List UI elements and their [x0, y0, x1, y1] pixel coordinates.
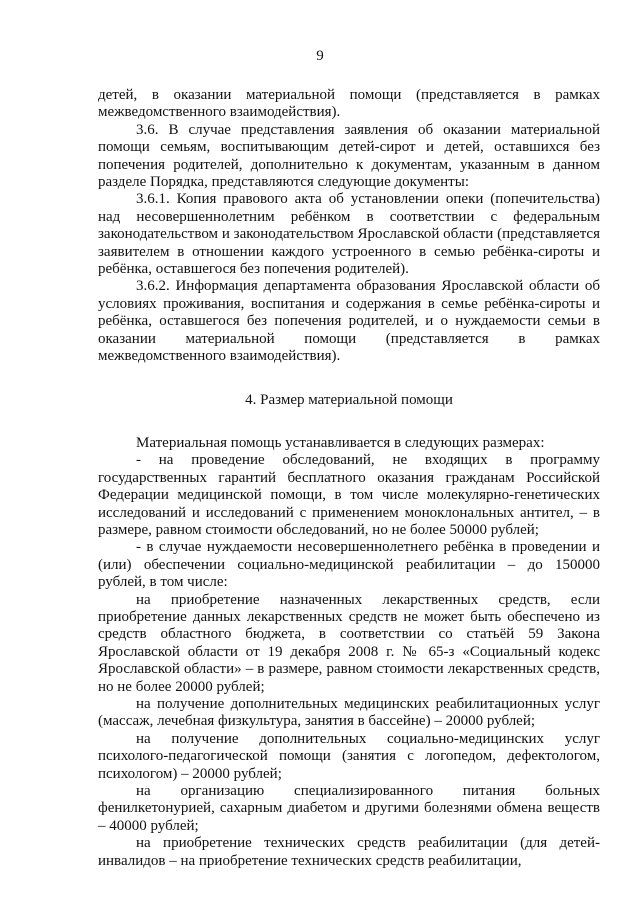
- list-item-technical-means: на приобретение технических средств реабилитации (для детей-инвалидов – на приобретение технических средств реабилитации,: [98, 835, 600, 869]
- list-item-psychological-help: на получение дополнительных социально-медицинских услуг психолого-педагогической помощи (занятия с логопедом, дефектологом, психологом) – 20000 рублей;: [98, 730, 600, 782]
- paragraph-3-6-1: 3.6.1. Копия правового акта об установлении опеки (попечительства) над несовершеннолетним ребёнком в соответствии с федеральным законодательством и законодательством Ярославской области (представляется заявителем в отношении каждого устроенного в семью ребёнка-сироты и ребёнка, оставшегося без попечения родителей).: [98, 191, 600, 278]
- list-item-special-nutrition: на организацию специализированного питания больных фенилкетонурией, сахарным диабетом и другими болезнями обмена веществ – 40000 рублей;: [98, 783, 600, 834]
- list-item-medicines: на приобретение назначенных лекарственных средств, если приобретение данных лекарственных средств не может быть обеспечено из средств областного бюджета, в соответствии со статьёй 59 Закона Ярославской области от 19 декабря 2008 г. № 65-з «Социальный кодекс Ярославской области» – в размере, равном стоимости лекарственных средств, но не более 20000 рублей;: [98, 591, 600, 695]
- paragraph-intro: Материальная помощь устанавливается в следующих размерах:: [136, 434, 545, 451]
- paragraph-3-6-2: 3.6.2. Информация департамента образования Ярославской области об условиях проживания, воспитания и содержания в семье ребёнка-сироты и ребёнка, оставшегося без попечения родителей, и о нуждаемости семьи в оказании материальной помощи (представляется в рамках межведомственного взаимодействия).: [98, 278, 600, 365]
- document-body: [98, 87, 600, 870]
- list-item-examinations: - на проведение обследований, не входящих в программу государственных гарантий бесплатного оказания гражданам Российской Федерации медицинской помощи, в том числе молекулярно-генетических исследований и исследований с применением моноклональных антител, – в размере, равном стоимости обследований, но не более 50000 рублей;: [98, 452, 600, 538]
- list-item-rehabilitation: - в случае нуждаемости несовершеннолетнего ребёнка в проведении и (или) обеспечении социально-медицинской реабилитации – до 150000 рублей, в том числе:: [98, 539, 600, 591]
- paragraph-continuation: детей, в оказании материальной помощи (представляется в рамках межведомственного взаимодействия).: [98, 87, 600, 121]
- section-heading: 4. Размер материальной помощи: [245, 391, 453, 408]
- page-number: 9: [316, 48, 324, 64]
- paragraph-3-6: 3.6. В случае представления заявления об оказании материальной помощи семьям, воспитывающим детей-сирот и детей, оставшихся без попечения родителей, дополнительно к документам, указанным в данном разделе Порядка, представляются следующие документы:: [98, 121, 600, 191]
- list-item-medical-services: на получение дополнительных медицинских реабилитационных услуг (массаж, лечебная физкультура, занятия в бассейне) – 20000 рублей;: [98, 696, 600, 730]
